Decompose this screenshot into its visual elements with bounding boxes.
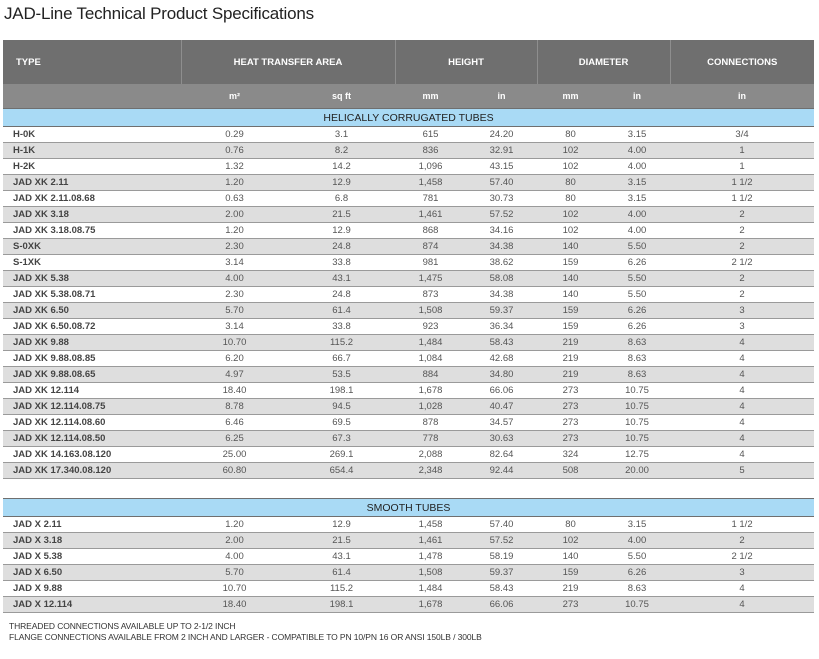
table-cell: 57.52 bbox=[466, 207, 537, 223]
table-row bbox=[3, 127, 814, 143]
table-cell: 2 bbox=[670, 271, 814, 287]
table-cell: 2 bbox=[670, 239, 814, 255]
table-cell: 5.70 bbox=[181, 303, 288, 319]
table-cell: 2 bbox=[670, 287, 814, 303]
table-cell: 102 bbox=[537, 143, 604, 159]
header-row bbox=[3, 40, 814, 84]
table-cell: 6.46 bbox=[181, 415, 288, 431]
product-type-cell: JAD XK 9.88.08.85 bbox=[3, 351, 181, 367]
table-cell: 6.8 bbox=[288, 191, 395, 207]
table-cell: 1,096 bbox=[395, 159, 466, 175]
table-cell: 4 bbox=[670, 597, 814, 613]
table-cell: 18.40 bbox=[181, 383, 288, 399]
unit-area-sqft: sq ft bbox=[288, 84, 395, 109]
table-cell: 4.00 bbox=[604, 159, 670, 175]
table-row bbox=[3, 399, 814, 415]
product-type-cell: JAD X 3.18 bbox=[3, 533, 181, 549]
table-cell: 2,088 bbox=[395, 447, 466, 463]
table-cell: 82.64 bbox=[466, 447, 537, 463]
table-cell: 18.40 bbox=[181, 597, 288, 613]
product-type-cell: JAD XK 6.50 bbox=[3, 303, 181, 319]
table-cell: 878 bbox=[395, 415, 466, 431]
table-cell: 5.50 bbox=[604, 271, 670, 287]
table-cell: 3.14 bbox=[181, 255, 288, 271]
table-cell: 1,461 bbox=[395, 533, 466, 549]
table-cell: 21.5 bbox=[288, 207, 395, 223]
table-cell: 21.5 bbox=[288, 533, 395, 549]
table-cell: 34.80 bbox=[466, 367, 537, 383]
section-label: HELICALLY CORRUGATED TUBES bbox=[3, 109, 814, 127]
table-cell: 10.75 bbox=[604, 399, 670, 415]
table-cell: 58.43 bbox=[466, 335, 537, 351]
table-row bbox=[3, 549, 814, 565]
table-cell: 6.26 bbox=[604, 565, 670, 581]
table-cell: 33.8 bbox=[288, 255, 395, 271]
table-cell: 66.06 bbox=[466, 383, 537, 399]
table-cell: 273 bbox=[537, 597, 604, 613]
footnote-flange: FLANGE CONNECTIONS AVAILABLE FROM 2 INCH AND LARGER - COMPATIBLE TO PN 10/PN 16 OR ANSI 150LB / 300LB bbox=[9, 632, 482, 642]
table-cell: 5.50 bbox=[604, 287, 670, 303]
table-cell: 140 bbox=[537, 287, 604, 303]
table-cell: 140 bbox=[537, 549, 604, 565]
units-row bbox=[3, 84, 814, 109]
product-type-cell: JAD XK 12.114.08.50 bbox=[3, 431, 181, 447]
table-cell: 66.7 bbox=[288, 351, 395, 367]
table-cell: 1,478 bbox=[395, 549, 466, 565]
table-cell: 4 bbox=[670, 335, 814, 351]
table-cell: 42.68 bbox=[466, 351, 537, 367]
table-cell: 3.15 bbox=[604, 127, 670, 143]
table-cell: 3.1 bbox=[288, 127, 395, 143]
table-row bbox=[3, 367, 814, 383]
table-cell: 102 bbox=[537, 159, 604, 175]
table-cell: 66.06 bbox=[466, 597, 537, 613]
table-cell: 32.91 bbox=[466, 143, 537, 159]
table-cell: 4 bbox=[670, 447, 814, 463]
table-cell: 59.37 bbox=[466, 565, 537, 581]
table-row bbox=[3, 447, 814, 463]
table-row bbox=[3, 223, 814, 239]
table-cell: 12.75 bbox=[604, 447, 670, 463]
table-cell: 3 bbox=[670, 319, 814, 335]
table-cell: 1.20 bbox=[181, 175, 288, 191]
table-cell: 981 bbox=[395, 255, 466, 271]
table-cell: 1,475 bbox=[395, 271, 466, 287]
footnote-threaded: THREADED CONNECTIONS AVAILABLE UP TO 2-1/2 INCH bbox=[9, 621, 236, 631]
table-cell: 1,458 bbox=[395, 517, 466, 533]
table-cell: 10.70 bbox=[181, 581, 288, 597]
table-cell: 24.20 bbox=[466, 127, 537, 143]
table-cell: 615 bbox=[395, 127, 466, 143]
table-cell: 6.26 bbox=[604, 255, 670, 271]
table-cell: 5.50 bbox=[604, 239, 670, 255]
table-cell: 10.75 bbox=[604, 431, 670, 447]
table-cell: 273 bbox=[537, 415, 604, 431]
table-cell: 884 bbox=[395, 367, 466, 383]
product-type-cell: JAD XK 6.50.08.72 bbox=[3, 319, 181, 335]
table-cell: 219 bbox=[537, 351, 604, 367]
table-cell: 115.2 bbox=[288, 581, 395, 597]
table-cell: 1 bbox=[670, 143, 814, 159]
table-cell: 868 bbox=[395, 223, 466, 239]
table-cell: 8.63 bbox=[604, 335, 670, 351]
table-cell: 10.70 bbox=[181, 335, 288, 351]
product-type-cell: H-1K bbox=[3, 143, 181, 159]
product-type-cell: S-0XK bbox=[3, 239, 181, 255]
table-cell: 836 bbox=[395, 143, 466, 159]
table-cell: 140 bbox=[537, 271, 604, 287]
table-cell: 273 bbox=[537, 383, 604, 399]
table-cell: 57.52 bbox=[466, 533, 537, 549]
table-row bbox=[3, 463, 814, 479]
product-type-cell: H-2K bbox=[3, 159, 181, 175]
table-cell: 14.2 bbox=[288, 159, 395, 175]
table-row bbox=[3, 319, 814, 335]
product-type-cell: JAD XK 14.163.08.120 bbox=[3, 447, 181, 463]
table-cell: 1.32 bbox=[181, 159, 288, 175]
table-cell: 2 bbox=[670, 223, 814, 239]
table-cell: 92.44 bbox=[466, 463, 537, 479]
table-cell: 1,484 bbox=[395, 335, 466, 351]
table-cell: 2 1/2 bbox=[670, 255, 814, 271]
product-type-cell: JAD XK 9.88 bbox=[3, 335, 181, 351]
table-cell: 781 bbox=[395, 191, 466, 207]
table-cell: 874 bbox=[395, 239, 466, 255]
unit-cell-empty bbox=[3, 84, 181, 109]
table-cell: 12.9 bbox=[288, 517, 395, 533]
table-cell: 2,348 bbox=[395, 463, 466, 479]
header-type: TYPE bbox=[3, 40, 181, 84]
footnotes bbox=[9, 621, 482, 643]
table-cell: 778 bbox=[395, 431, 466, 447]
table-cell: 1,484 bbox=[395, 581, 466, 597]
table-row bbox=[3, 533, 814, 549]
table-cell: 6.25 bbox=[181, 431, 288, 447]
table-cell: 4.00 bbox=[604, 533, 670, 549]
table-cell: 198.1 bbox=[288, 597, 395, 613]
table-cell: 923 bbox=[395, 319, 466, 335]
table-cell: 2 bbox=[670, 207, 814, 223]
table-cell: 3 bbox=[670, 565, 814, 581]
table-cell: 4.00 bbox=[604, 223, 670, 239]
table-cell: 1 1/2 bbox=[670, 191, 814, 207]
table-cell: 59.37 bbox=[466, 303, 537, 319]
table-cell: 1.20 bbox=[181, 517, 288, 533]
table-cell: 43.1 bbox=[288, 549, 395, 565]
table-cell: 57.40 bbox=[466, 175, 537, 191]
table-cell: 4.97 bbox=[181, 367, 288, 383]
table-cell: 273 bbox=[537, 399, 604, 415]
table-row bbox=[3, 207, 814, 223]
table-cell: 2.30 bbox=[181, 287, 288, 303]
product-type-cell: JAD XK 12.114 bbox=[3, 383, 181, 399]
table-cell: 159 bbox=[537, 303, 604, 319]
product-type-cell: JAD X 2.11 bbox=[3, 517, 181, 533]
table-cell: 38.62 bbox=[466, 255, 537, 271]
table-cell: 269.1 bbox=[288, 447, 395, 463]
table-cell: 8.63 bbox=[604, 581, 670, 597]
table-cell: 12.9 bbox=[288, 223, 395, 239]
table-row bbox=[3, 271, 814, 287]
table-cell: 198.1 bbox=[288, 383, 395, 399]
table-cell: 508 bbox=[537, 463, 604, 479]
product-type-cell: JAD X 6.50 bbox=[3, 565, 181, 581]
table-cell: 1,028 bbox=[395, 399, 466, 415]
table-row bbox=[3, 383, 814, 399]
table-cell: 80 bbox=[537, 175, 604, 191]
table-cell: 102 bbox=[537, 223, 604, 239]
table-row bbox=[3, 191, 814, 207]
table-row bbox=[3, 415, 814, 431]
table-cell: 1 1/2 bbox=[670, 175, 814, 191]
product-type-cell: JAD XK 12.114.08.75 bbox=[3, 399, 181, 415]
table-cell: 140 bbox=[537, 239, 604, 255]
table-cell: 6.20 bbox=[181, 351, 288, 367]
table-cell: 3/4 bbox=[670, 127, 814, 143]
table-cell: 36.34 bbox=[466, 319, 537, 335]
table-cell: 12.9 bbox=[288, 175, 395, 191]
unit-area-m2: m² bbox=[181, 84, 288, 109]
table-cell: 0.63 bbox=[181, 191, 288, 207]
header-heat-transfer-area: HEAT TRANSFER AREA bbox=[181, 40, 395, 84]
table-cell: 3.14 bbox=[181, 319, 288, 335]
table-cell: 3.15 bbox=[604, 191, 670, 207]
table-row bbox=[3, 351, 814, 367]
table-cell: 1,678 bbox=[395, 597, 466, 613]
table-cell: 80 bbox=[537, 191, 604, 207]
unit-height-mm: mm bbox=[395, 84, 466, 109]
table-cell: 2 1/2 bbox=[670, 549, 814, 565]
table-row bbox=[3, 287, 814, 303]
table-row bbox=[3, 335, 814, 351]
table-cell: 2 bbox=[670, 533, 814, 549]
product-type-cell: JAD XK 12.114.08.60 bbox=[3, 415, 181, 431]
table-cell: 8.78 bbox=[181, 399, 288, 415]
table-cell: 8.63 bbox=[604, 351, 670, 367]
product-type-cell: JAD XK 2.11 bbox=[3, 175, 181, 191]
table-cell: 1.20 bbox=[181, 223, 288, 239]
table-cell: 4 bbox=[670, 431, 814, 447]
table-cell: 6.26 bbox=[604, 303, 670, 319]
product-type-cell: JAD XK 5.38.08.71 bbox=[3, 287, 181, 303]
product-type-cell: JAD XK 3.18.08.75 bbox=[3, 223, 181, 239]
table-cell: 58.08 bbox=[466, 271, 537, 287]
table-cell: 61.4 bbox=[288, 303, 395, 319]
table-cell: 20.00 bbox=[604, 463, 670, 479]
table-row bbox=[3, 581, 814, 597]
table-cell: 873 bbox=[395, 287, 466, 303]
product-type-cell: S-1XK bbox=[3, 255, 181, 271]
section-header-smooth bbox=[3, 499, 814, 517]
table-cell: 5.50 bbox=[604, 549, 670, 565]
table-cell: 57.40 bbox=[466, 517, 537, 533]
table-cell: 0.76 bbox=[181, 143, 288, 159]
smooth-table bbox=[3, 498, 814, 613]
table-cell: 69.5 bbox=[288, 415, 395, 431]
product-type-cell: JAD XK 2.11.08.68 bbox=[3, 191, 181, 207]
table-cell: 43.1 bbox=[288, 271, 395, 287]
table-cell: 324 bbox=[537, 447, 604, 463]
table-row bbox=[3, 517, 814, 533]
product-type-cell: JAD X 9.88 bbox=[3, 581, 181, 597]
table-cell: 1,508 bbox=[395, 303, 466, 319]
table-cell: 4 bbox=[670, 581, 814, 597]
table-cell: 53.5 bbox=[288, 367, 395, 383]
table-row bbox=[3, 597, 814, 613]
table-cell: 61.4 bbox=[288, 565, 395, 581]
header-connections: CONNECTIONS bbox=[670, 40, 814, 84]
table-cell: 8.2 bbox=[288, 143, 395, 159]
table-cell: 4 bbox=[670, 367, 814, 383]
table-cell: 159 bbox=[537, 255, 604, 271]
table-row bbox=[3, 143, 814, 159]
table-cell: 24.8 bbox=[288, 239, 395, 255]
product-type-cell: JAD X 12.114 bbox=[3, 597, 181, 613]
unit-height-in: in bbox=[466, 84, 537, 109]
table-cell: 34.16 bbox=[466, 223, 537, 239]
unit-diameter-in: in bbox=[604, 84, 670, 109]
table-cell: 4 bbox=[670, 415, 814, 431]
page-title: JAD-Line Technical Product Specifications bbox=[4, 4, 314, 23]
table-cell: 5.70 bbox=[181, 565, 288, 581]
table-cell: 4.00 bbox=[181, 271, 288, 287]
table-cell: 4.00 bbox=[181, 549, 288, 565]
table-cell: 219 bbox=[537, 367, 604, 383]
header-diameter: DIAMETER bbox=[537, 40, 670, 84]
table-cell: 80 bbox=[537, 517, 604, 533]
table-cell: 4 bbox=[670, 399, 814, 415]
table-cell: 30.73 bbox=[466, 191, 537, 207]
table-cell: 58.19 bbox=[466, 549, 537, 565]
table-cell: 1 1/2 bbox=[670, 517, 814, 533]
table-cell: 10.75 bbox=[604, 597, 670, 613]
table-cell: 67.3 bbox=[288, 431, 395, 447]
section-header-helical bbox=[3, 109, 814, 127]
section-label: SMOOTH TUBES bbox=[3, 499, 814, 517]
table-cell: 30.63 bbox=[466, 431, 537, 447]
table-cell: 0.29 bbox=[181, 127, 288, 143]
table-cell: 33.8 bbox=[288, 319, 395, 335]
table-cell: 34.38 bbox=[466, 239, 537, 255]
table-cell: 34.38 bbox=[466, 287, 537, 303]
table-cell: 159 bbox=[537, 319, 604, 335]
table-row bbox=[3, 431, 814, 447]
header-height: HEIGHT bbox=[395, 40, 537, 84]
table-cell: 6.26 bbox=[604, 319, 670, 335]
table-cell: 1 bbox=[670, 159, 814, 175]
table-row bbox=[3, 159, 814, 175]
table-cell: 94.5 bbox=[288, 399, 395, 415]
product-type-cell: JAD XK 17.340.08.120 bbox=[3, 463, 181, 479]
table-cell: 34.57 bbox=[466, 415, 537, 431]
table-cell: 25.00 bbox=[181, 447, 288, 463]
table-row bbox=[3, 565, 814, 581]
table-cell: 273 bbox=[537, 431, 604, 447]
table-cell: 10.75 bbox=[604, 415, 670, 431]
product-type-cell: JAD XK 3.18 bbox=[3, 207, 181, 223]
table-cell: 219 bbox=[537, 581, 604, 597]
table-cell: 115.2 bbox=[288, 335, 395, 351]
table-row bbox=[3, 239, 814, 255]
table-row bbox=[3, 303, 814, 319]
table-cell: 2.00 bbox=[181, 533, 288, 549]
table-cell: 24.8 bbox=[288, 287, 395, 303]
table-cell: 4 bbox=[670, 351, 814, 367]
table-cell: 5 bbox=[670, 463, 814, 479]
table-cell: 1,678 bbox=[395, 383, 466, 399]
table-row bbox=[3, 255, 814, 271]
table-cell: 1,508 bbox=[395, 565, 466, 581]
spec-table bbox=[3, 40, 814, 479]
table-cell: 1,458 bbox=[395, 175, 466, 191]
table-cell: 1,461 bbox=[395, 207, 466, 223]
product-type-cell: JAD XK 5.38 bbox=[3, 271, 181, 287]
table-cell: 10.75 bbox=[604, 383, 670, 399]
table-cell: 219 bbox=[537, 335, 604, 351]
table-cell: 4.00 bbox=[604, 207, 670, 223]
table-cell: 40.47 bbox=[466, 399, 537, 415]
table-cell: 654.4 bbox=[288, 463, 395, 479]
table-cell: 2.30 bbox=[181, 239, 288, 255]
unit-diameter-mm: mm bbox=[537, 84, 604, 109]
table-cell: 2.00 bbox=[181, 207, 288, 223]
table-cell: 3.15 bbox=[604, 175, 670, 191]
table-cell: 3.15 bbox=[604, 517, 670, 533]
unit-connections-in: in bbox=[670, 84, 814, 109]
product-type-cell: JAD XK 9.88.08.65 bbox=[3, 367, 181, 383]
table-cell: 159 bbox=[537, 565, 604, 581]
table-cell: 43.15 bbox=[466, 159, 537, 175]
table-cell: 3 bbox=[670, 303, 814, 319]
table-cell: 1,084 bbox=[395, 351, 466, 367]
table-cell: 4 bbox=[670, 383, 814, 399]
table-cell: 102 bbox=[537, 533, 604, 549]
table-cell: 58.43 bbox=[466, 581, 537, 597]
table-row bbox=[3, 175, 814, 191]
product-type-cell: H-0K bbox=[3, 127, 181, 143]
product-type-cell: JAD X 5.38 bbox=[3, 549, 181, 565]
table-cell: 60.80 bbox=[181, 463, 288, 479]
table-cell: 102 bbox=[537, 207, 604, 223]
table-cell: 80 bbox=[537, 127, 604, 143]
table-cell: 4.00 bbox=[604, 143, 670, 159]
table-cell: 8.63 bbox=[604, 367, 670, 383]
